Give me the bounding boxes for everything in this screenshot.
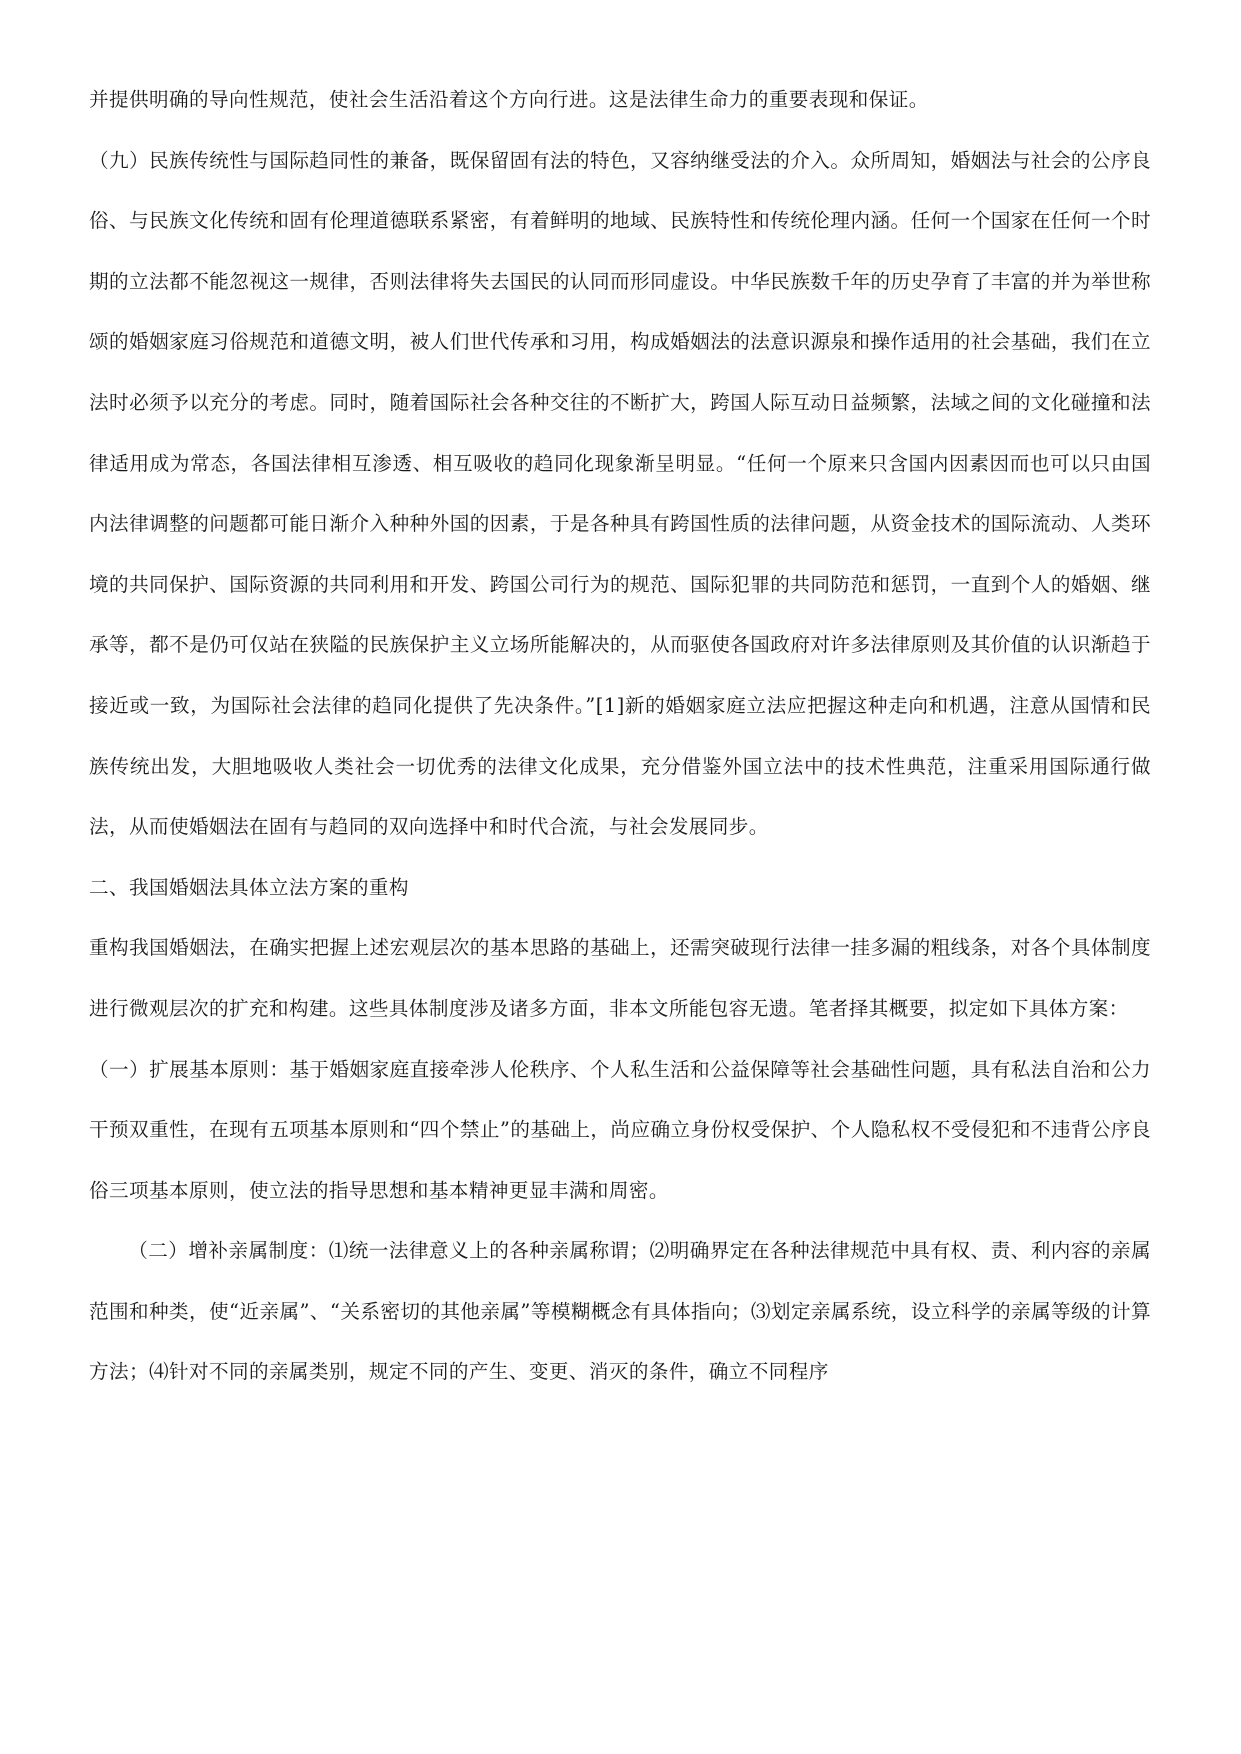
paragraph-section-nine: （九）民族传统性与国际趋同性的兼备，既保留固有法的特色，又容纳继受法的介入。众所周知，婚姻法与社会的公序良俗、与民族文化传统和固有伦理道德联系紧密，有着鲜明的地域、民族特性和传统伦理内涵。任何一个国家在任何一个时期的立法都不能忽视这一规律，否则法律将失去国民的认同而形同虚设。中华民族数千年的历史孕育了丰富的并为举世称颂的婚姻家庭习俗规范和道德文明，被人们世代传承和习用，构成婚姻法的法意识源泉和操作适用的社会基础，我们在立法时必须予以充分的考虑。同时，随着国际社会各种交往的不断扩大，跨国人际互动日益频繁，法域之间的文化碰撞和法律适用成为常态，各国法律相互渗透、相互吸收的趋同化现象渐呈明显。“任何一个原来只含国内因素因而也可以只由国内法律调整的问题都可能日渐介入种种外国的因素，于是各种具有跨国性质的法律问题，从资金技术的国际流动、人类环境的共同保护、国际资源的共同利用和开发、跨国公司行为的规范、国际犯罪的共同防范和惩罚，一直到个人的婚姻、继承等，都不是仍可仅站在狭隘的民族保护主义立场所能解决的，从而驱使各国政府对许多法律原则及其价值的认识渐趋于接近或一致，为国际社会法律的趋同化提供了先决条件。”[1]新的婚姻家庭立法应把握这种走向和机遇，注意从国情和民族传统出发，大胆地吸收人类社会一切优秀的法律文化成果，充分借鉴外国立法中的技术性典范，注重采用国际通行做法，从而使婚姻法在固有与趋同的双向选择中和时代合流，与社会发展同步。 [89, 148, 1151, 839]
paragraph-item-one: （一）扩展基本原则：基于婚姻家庭直接牵涉人伦秩序、个人私生活和公益保障等社会基础性问题，具有私法自治和公力干预双重性，在现有五项基本原则和“四个禁止”的基础上，尚应确立身份权受保护、个人隐私权不受侵犯和不违背公序良俗三项基本原则，使立法的指导思想和基本精神更显丰满和周密。 [89, 1057, 1151, 1202]
paragraph-item-two: （二）增补亲属制度：⑴统一法律意义上的各种亲属称谓；⑵明确界定在各种法律规范中具有权、责、利内容的亲属范围和种类，使“近亲属”、“关系密切的其他亲属”等模糊概念有具体指向；⑶划定亲属系统，设立科学的亲属等级的计算方法；⑷针对不同的亲属类别，规定不同的产生、变更、消灭的条件，确立不同程序 [89, 1239, 1151, 1384]
document-body [89, 70, 1151, 1403]
section-heading-two: 二、我国婚姻法具体立法方案的重构 [89, 875, 409, 899]
paragraph-continuation: 并提供明确的导向性规范，使社会生活沿着这个方向行进。这是法律生命力的重要表现和保证。 [89, 88, 929, 111]
paragraph-reconstruction-intro: 重构我国婚姻法，在确实把握上述宏观层次的基本思路的基础上，还需突破现行法律一挂多漏的粗线条，对各个具体制度进行微观层次的扩充和构建。这些具体制度涉及诸多方面，非本文所能包容无遗。笔者择其概要，拟定如下具体方案： [89, 936, 1151, 1020]
